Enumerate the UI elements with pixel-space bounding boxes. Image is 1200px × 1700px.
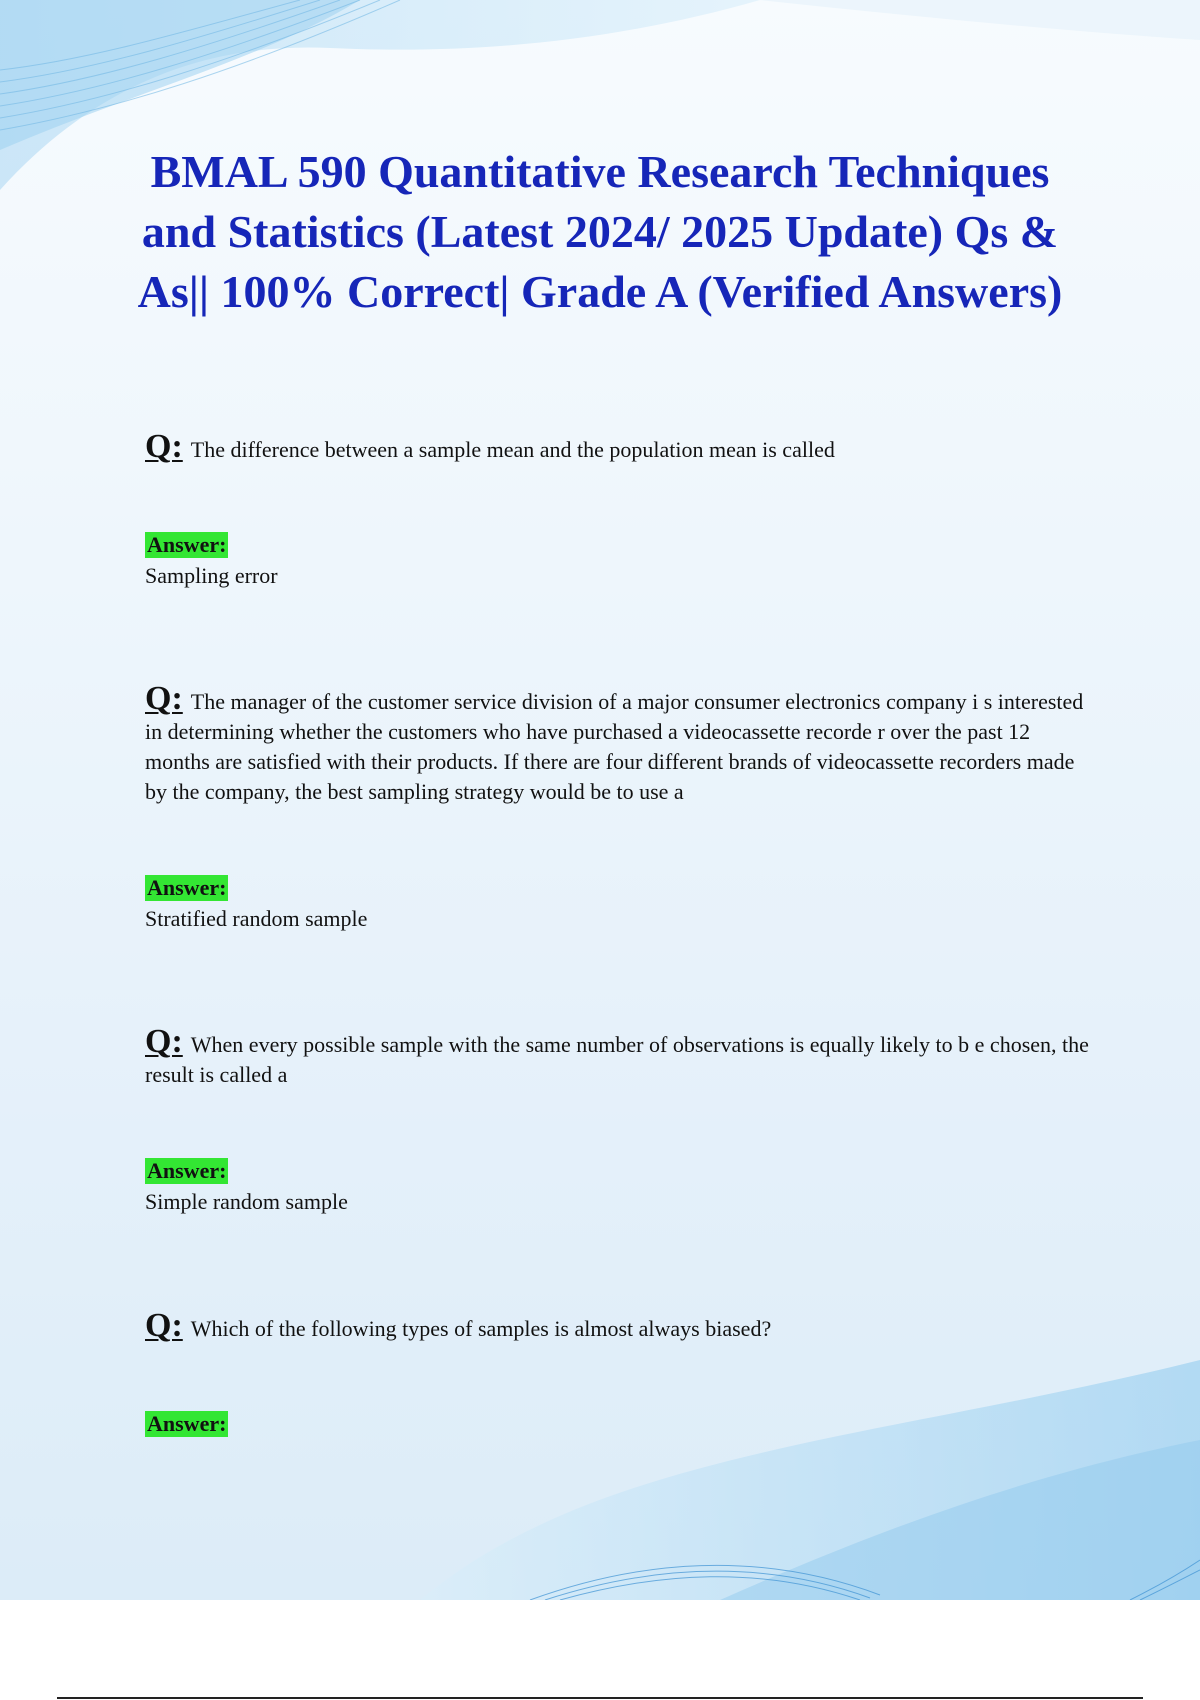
question-text: When every possible sample with the same number of observations is equally likely to b e chosen, the result is called a [145, 1032, 1089, 1087]
answer-label: Answer: [147, 532, 227, 557]
question-label: Q: [145, 428, 183, 465]
question-block [145, 428, 1090, 465]
footer-divider [57, 1697, 1143, 1699]
question-label: Q: [145, 680, 183, 717]
answer-text: Stratified random sample [145, 906, 368, 931]
question-text: The manager of the customer service division of a major consumer electronics company i s interested in determining whether the customers who have purchased a videocassette recorde r over the past 12 months are satisfied with their products. If there are four different brands of videocassette recorders made by the company, the best sampling strategy would be to use a [145, 689, 1084, 804]
question-text: Which of the following types of samples is almost always biased? [190, 1316, 772, 1341]
answer-label: Answer: [147, 1411, 227, 1436]
question-label: Q: [145, 1023, 183, 1060]
question-block [145, 1023, 1090, 1090]
question-line [145, 1023, 1090, 1090]
question-line [145, 1307, 1090, 1344]
answer-text: Sampling error [145, 563, 278, 588]
question-block [145, 1307, 1090, 1344]
document-title: BMAL 590 Quantitative Research Techniques and Statistics (Latest 2024/ 2025 Update) Qs & As|| 100% Correct| Grade A (Verified Answers) [137, 146, 1063, 317]
question-block [145, 680, 1090, 807]
answer-label: Answer: [147, 1158, 227, 1183]
question-label: Q: [145, 1307, 183, 1344]
question-text: The difference between a sample mean and the population mean is called [190, 437, 835, 462]
answer-text: Simple random sample [145, 1189, 348, 1214]
question-line [145, 680, 1090, 807]
question-line [145, 428, 1090, 465]
answer-label: Answer: [147, 875, 227, 900]
